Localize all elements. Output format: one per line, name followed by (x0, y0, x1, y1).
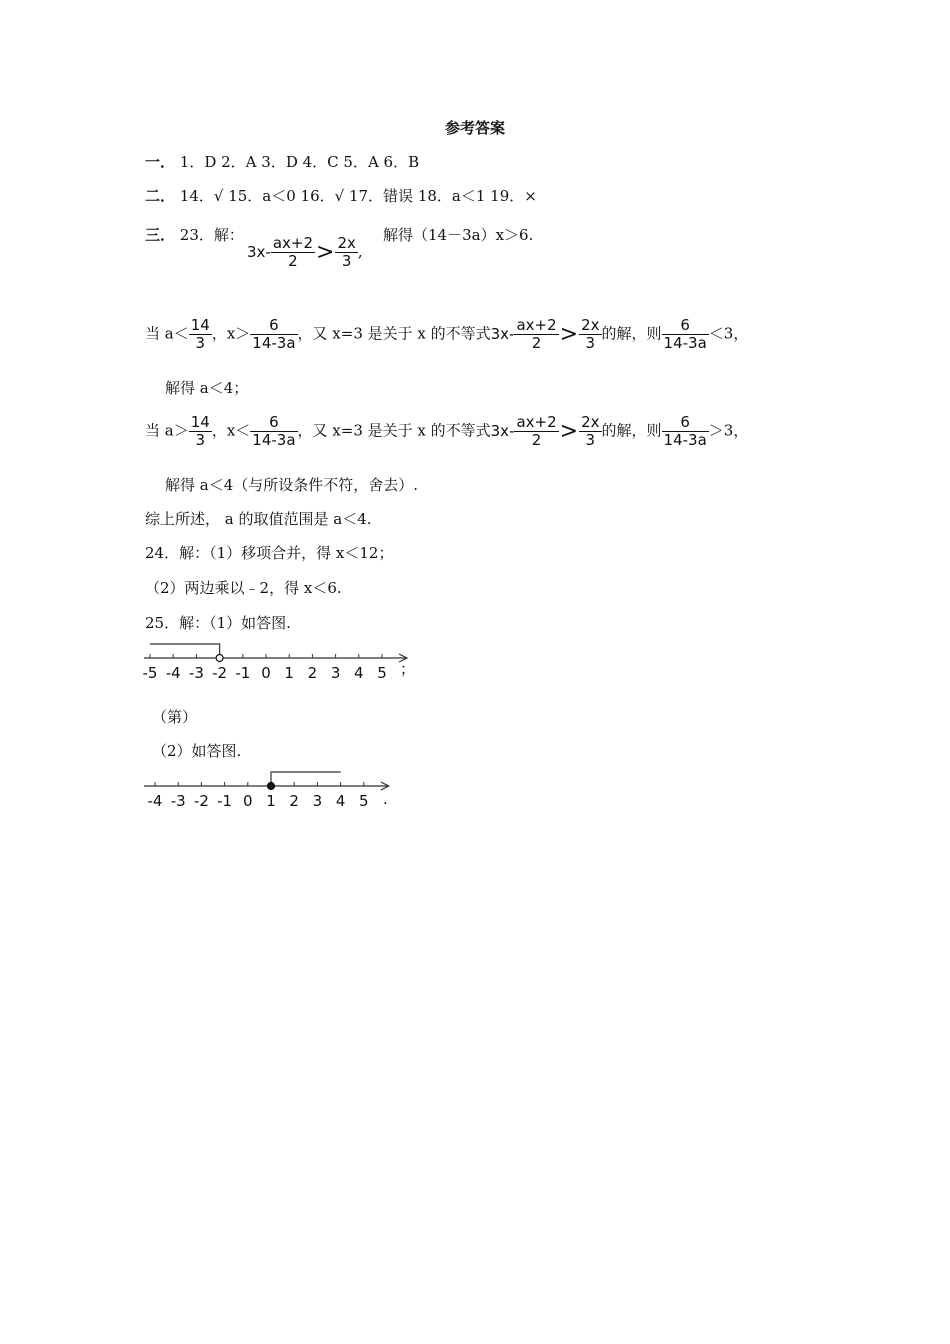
open-point (216, 655, 223, 662)
frac-num: ax+2 (272, 234, 314, 252)
case2-a-frac (189, 415, 212, 448)
frac-num: 6 (250, 415, 297, 432)
tick-label: 0 (261, 664, 271, 680)
solution-ray (150, 644, 220, 655)
tick-label: -4 (147, 792, 163, 808)
q24-line1: 24．解：（1）移项合并，得 x＜12； (145, 544, 394, 562)
frac-num: 14 (190, 413, 210, 431)
frac-num: 2x (337, 234, 356, 252)
number-line-1-end: ； (400, 660, 416, 678)
tick-label: 5 (359, 792, 369, 808)
tick-label: 2 (307, 664, 318, 680)
case1-x-frac (250, 318, 297, 351)
case2-tail: ＞3， (708, 421, 749, 440)
closed-point (268, 783, 275, 790)
ineq-frac (271, 236, 315, 269)
frac-num: 14 (190, 316, 210, 334)
case1-after: 的解，则 (601, 324, 662, 343)
ineq-rfrac (335, 236, 357, 269)
q24-line2: （2）两边乘以﹣2，得 x＜6. (145, 579, 342, 597)
case1-mid: ，x＞ (211, 324, 251, 343)
frac-num: 2x (581, 413, 600, 431)
part1-label: 一． (145, 153, 176, 171)
case1-text: ，又 x=3 是关于 x 的不等式 (297, 324, 491, 343)
case1-a-frac (189, 318, 212, 351)
case2-ineq-rfrac (579, 415, 601, 448)
greater-sign: > (559, 321, 579, 347)
case2-after: 的解，则 (601, 421, 662, 440)
case1-x-frac2 (662, 318, 709, 351)
tick-label: 2 (289, 792, 299, 808)
q25-line1: 25．解：（1）如答图. (145, 614, 291, 632)
tick-label: -2 (193, 792, 209, 808)
frac-num: ax+2 (516, 413, 557, 431)
case1-ineq-frac (514, 318, 558, 351)
frac-den: 2 (531, 334, 542, 352)
tick-label: 3 (330, 664, 341, 680)
tick-label: -1 (217, 792, 233, 808)
frac-den: 3 (341, 252, 352, 270)
case1-ineq-rfrac (579, 318, 601, 351)
case2-ineq-frac (514, 415, 558, 448)
part2-line (145, 189, 537, 204)
case1-pre: 当 a＜ (145, 324, 189, 343)
frac-den: 3 (585, 431, 596, 449)
case1-result: 解得 a＜4； (165, 379, 249, 397)
case2-mid: ，x＜ (211, 421, 251, 440)
frac-den: 14-3a (252, 431, 296, 449)
case2-pre: 当 a＞ (145, 421, 189, 440)
frac-num: 6 (662, 318, 709, 335)
case2-text: ，又 x=3 是关于 x 的不等式 (297, 421, 491, 440)
tick-label: 4 (354, 664, 364, 680)
case1-line (145, 318, 748, 351)
part2-answers: 14．√ 15．a＜0 16．√ 17．错误 18．a＜1 19．× (179, 187, 537, 205)
tick-label: -4 (165, 664, 181, 680)
frac-den: 2 (531, 431, 542, 449)
tick-label: 1 (284, 664, 294, 680)
case2-ineq-left: 3x- (490, 422, 515, 440)
frac-den: 14-3a (252, 334, 296, 352)
tick-label: 3 (312, 792, 323, 808)
greater-sign: > (316, 239, 335, 265)
frac-den: 3 (195, 334, 206, 352)
frac-num: ax+2 (516, 316, 557, 334)
tick-label: -2 (212, 664, 228, 680)
case1-ineq-left: 3x- (490, 325, 515, 343)
tick-label: 5 (377, 664, 387, 680)
frac-den: 14-3a (663, 431, 707, 449)
frac-num: 6 (662, 415, 709, 432)
tick-label: -1 (235, 664, 251, 680)
tick-label: 1 (266, 792, 276, 808)
frac-num: 6 (250, 318, 297, 335)
frac-den: 3 (585, 334, 596, 352)
tick-label: -5 (142, 664, 158, 680)
number-line-2-end: . (383, 790, 388, 808)
q23-solved: 解得（14－3a）x＞6. (383, 226, 534, 244)
case2-line (145, 415, 748, 448)
case2-x-frac (250, 415, 297, 448)
solution-ray (271, 772, 341, 783)
q23-inequality: 3x- $\frac{ax+2}{2}$ > $\frac{2x}{3}$ , (247, 234, 363, 270)
case2-result: 解得 a＜4（与所设条件不符，舍去）. (165, 476, 419, 494)
tick-label: -3 (188, 664, 204, 680)
part2-label: 二． (145, 187, 176, 205)
frac-den: 14-3a (663, 334, 707, 352)
page-title: 参考答案 (444, 119, 505, 137)
tick-label: -3 (170, 792, 186, 808)
q25-line2: （2）如答图. (152, 742, 242, 760)
summary: 综上所述， a 的取值范围是 a＜4. (145, 510, 372, 528)
part3-line (145, 228, 244, 243)
ineq-left: 3x- (247, 243, 271, 261)
greater-sign: > (559, 418, 579, 444)
frac-den: 3 (195, 431, 206, 449)
frac-den: 2 (288, 252, 298, 270)
part1-line (145, 155, 419, 170)
frac-num: 2x (581, 316, 600, 334)
number-line-1 (140, 640, 420, 680)
q23-intro: 23．解： (179, 226, 244, 244)
part1-answers: 1．D 2．A 3．D 4．C 5．A 6．B (179, 153, 420, 171)
tick-label: 4 (335, 792, 346, 808)
tick-label: 0 (243, 792, 253, 808)
case2-x-frac2 (662, 415, 709, 448)
case1-tail: ＜3， (708, 324, 749, 343)
number-line-2 (140, 768, 400, 808)
caption: （第） (152, 708, 198, 726)
part3-label: 三． (145, 226, 176, 244)
